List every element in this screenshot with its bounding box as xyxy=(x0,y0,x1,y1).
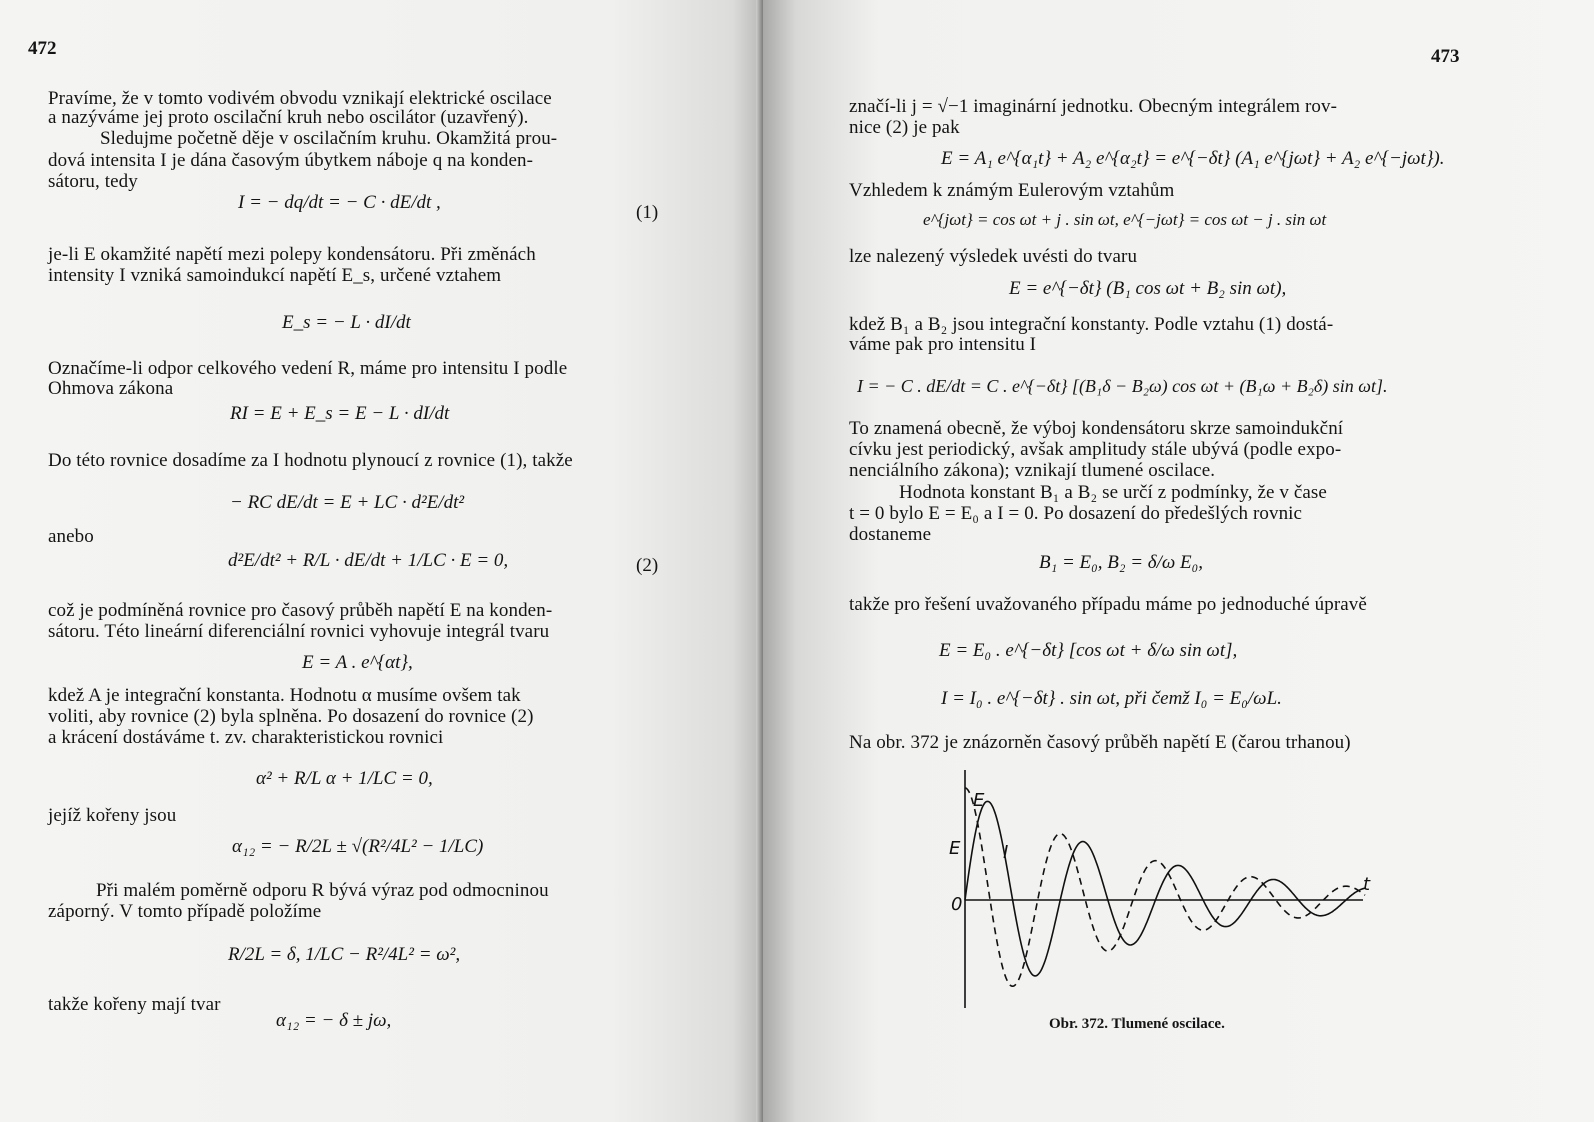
equation-number: (2) xyxy=(636,555,659,576)
equation-euler: e^{jωt} = cos ωt + j . sin ωt, e^{−jωt} = cos ωt − j . sin ωt xyxy=(923,210,1327,229)
equation-solution-e: E = E₀ . e^{−δt} [cos ωt + δ/ω sin ωt], xyxy=(939,640,1238,661)
equation-alpha: α₁₂ = − δ ± jω, xyxy=(276,1010,392,1031)
equation-current: I = − C . dE/dt = C . e^{−δt} [(B₁δ − B₂ω) cos ωt + (B₁ω + B₂δ) sin ωt]. xyxy=(857,376,1388,396)
text-line: Ohmova zákona xyxy=(48,378,174,399)
text-line: intensity I vzniká samoindukcí napětí E_s, určené vztahem xyxy=(48,265,502,286)
text-line: a krácení dostáváme t. zv. charakteristickou rovnici xyxy=(48,727,444,748)
text-line: což je podmíněná rovnice pro časový průběh napětí E na konden- xyxy=(48,600,553,621)
equation-constants: B₁ = E₀, B₂ = δ/ω E₀, xyxy=(1039,552,1204,573)
label-t: t xyxy=(1363,874,1371,895)
equation-ohm: RI = E + E_s = E − L · dI/dt xyxy=(230,403,450,424)
label-e0: E xyxy=(949,838,961,859)
text-line: takže pro řešení uvažovaného případu máme po jednoduché úpravě xyxy=(849,594,1367,615)
text-line: voliti, aby rovnice (2) byla splněna. Po dosazení do rovnice (2) xyxy=(48,706,534,727)
equation-substituted: − RC dE/dt = E + LC · d²E/dt² xyxy=(230,492,465,513)
equation-definitions: R/2L = δ, 1/LC − R²/4L² = ω², xyxy=(228,944,461,965)
equation-roots: α₁₂ = − R/2L ± √(R²/4L² − 1/LC) xyxy=(232,836,484,857)
text-line: jejíž kořeny jsou xyxy=(48,805,177,826)
text-line: je-li E okamžité napětí mezi polepy kondensátoru. Při změnách xyxy=(48,244,536,265)
text-line: takže kořeny mají tvar xyxy=(48,994,221,1015)
text-line: sátoru, tedy xyxy=(48,171,138,192)
text-line: Vzhledem k známým Eulerovým vztahům xyxy=(849,180,1175,201)
text-line: t = 0 bylo E = E₀ a I = 0. Po dosazení do předešlých rovnic xyxy=(849,503,1303,524)
right-page xyxy=(763,0,1594,1122)
label-e: E xyxy=(973,790,985,811)
text-line: Hodnota konstant B₁ a B₂ se určí z podmínky, že v čase xyxy=(899,482,1327,503)
equation-1: I = − dq/dt = − C · dE/dt , xyxy=(238,192,441,213)
text-line: To znamená obecně, že výboj kondensátoru skrze samoindukční xyxy=(849,418,1344,439)
page-number: 473 xyxy=(1431,46,1460,67)
text-line: dová intensita I je dána časovým úbytkem náboje q na konden- xyxy=(48,150,534,171)
damped-oscillation-figure xyxy=(943,762,1383,1010)
text-line: váme pak pro intensitu I xyxy=(849,334,1037,355)
text-line: anebo xyxy=(48,526,94,547)
page-number: 472 xyxy=(28,38,57,59)
text-line: nice (2) je pak xyxy=(849,117,960,138)
text-line: a nazýváme jej proto oscilační kruh nebo oscilátor (uzavřený). xyxy=(48,107,529,128)
text-line: cívku jest periodický, avšak amplitudy stále ubývá (podle expo- xyxy=(849,439,1342,460)
equation-general: E = A₁ e^{α₁t} + A₂ e^{α₂t} = e^{−δt} (A₁ e^{jωt} + A₂ e^{−jωt}). xyxy=(941,148,1445,169)
left-page xyxy=(0,0,763,1122)
text-line: značí-li j = √−1 imaginární jednotku. Obecným integrálem rov- xyxy=(849,96,1338,117)
equation-es: E_s = − L · dI/dt xyxy=(282,312,411,333)
label-i: I xyxy=(1003,842,1009,863)
equation-form: E = e^{−δt} (B₁ cos ωt + B₂ sin ωt), xyxy=(1009,278,1287,299)
equation-integral: E = A . e^{αt}, xyxy=(302,652,413,673)
text-line: nenciálního zákona); vznikají tlumené oscilace. xyxy=(849,460,1216,481)
text-line: záporný. V tomto případě položíme xyxy=(48,901,322,922)
text-line: Při malém poměrně odporu R bývá výraz pod odmocninou xyxy=(96,880,549,901)
text-line: kdež B₁ a B₂ jsou integrační konstanty. Podle vztahu (1) dostá- xyxy=(849,314,1334,335)
label-origin: 0 xyxy=(951,894,963,915)
equation-characteristic: α² + R/L α + 1/LC = 0, xyxy=(256,768,433,789)
text-line: Na obr. 372 je znázorněn časový průběh napětí E (čarou trhanou) xyxy=(849,732,1351,753)
text-line: Do této rovnice dosadíme za I hodnotu plynoucí z rovnice (1), takže xyxy=(48,450,573,471)
text-line: dostaneme xyxy=(849,524,932,545)
text-line: sátoru. Této lineární diferenciální rovnici vyhovuje integrál tvaru xyxy=(48,621,550,642)
text-line: Pravíme, že v tomto vodivém obvodu vznikají elektrické oscilace xyxy=(48,88,552,109)
text-line: lze nalezený výsledek uvésti do tvaru xyxy=(849,246,1138,267)
equation-solution-i: I = I₀ . e^{−δt} . sin ωt, při čemž I₀ = E₀/ωL. xyxy=(941,688,1282,709)
text-line: kdež A je integrační konstanta. Hodnotu α musíme ovšem tak xyxy=(48,685,521,706)
text-line: Označíme-li odpor celkového vedení R, máme pro intensitu I podle xyxy=(48,358,568,379)
equation-2: d²E/dt² + R/L · dE/dt + 1/LC · E = 0, xyxy=(228,550,509,571)
text-line: Sledujme početně děje v oscilačním kruhu. Okamžitá prou- xyxy=(100,128,558,149)
figure-caption: Obr. 372. Tlumené oscilace. xyxy=(1049,1016,1225,1032)
equation-number: (1) xyxy=(636,202,659,223)
current-curve xyxy=(965,801,1365,976)
